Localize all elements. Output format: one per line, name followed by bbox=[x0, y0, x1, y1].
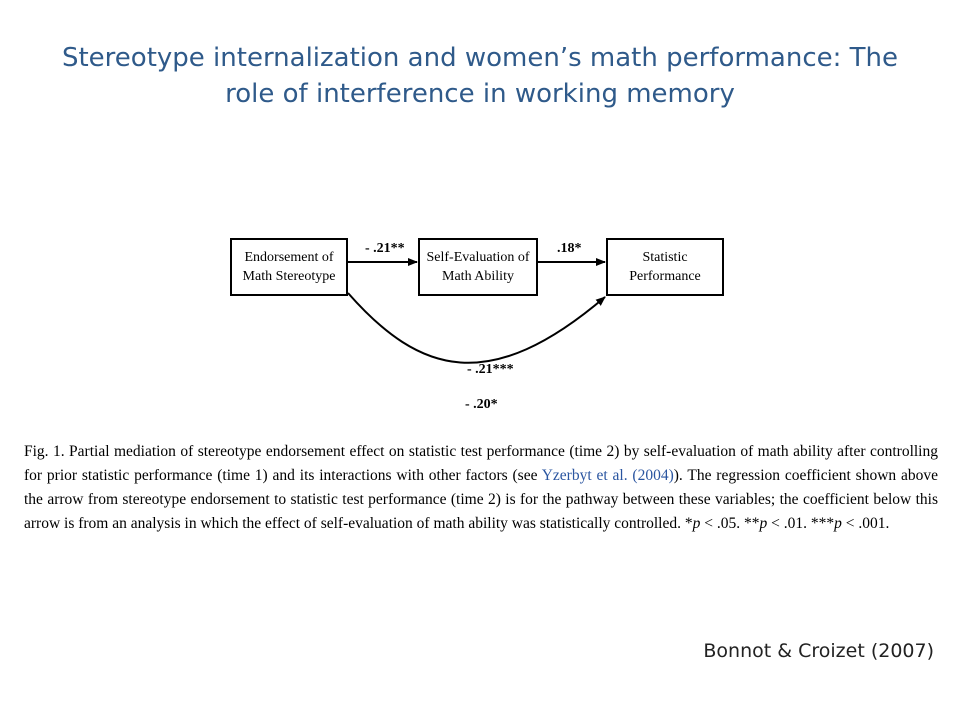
figure-caption bbox=[24, 440, 938, 536]
node-endorsement bbox=[230, 238, 348, 296]
node-self-evaluation bbox=[418, 238, 538, 296]
node-endorsement-line-1: Endorsement of bbox=[244, 250, 334, 265]
node-performance-line-2: Performance bbox=[629, 269, 701, 284]
caption-p-3: p bbox=[834, 515, 842, 532]
mediation-diagram bbox=[220, 225, 740, 425]
caption-sig-2: < .01. *** bbox=[767, 515, 835, 532]
caption-p-2: p bbox=[759, 515, 768, 532]
slide-title bbox=[40, 40, 920, 112]
node-self-evaluation-line-1: Self-Evaluation of bbox=[426, 250, 530, 265]
coef-path-a: - .21** bbox=[365, 241, 405, 256]
caption-text-1: Fig. 1. Partial mediation of stereotype endorsement effect on statistic test performance (time 2) by self-evaluation of math ability after controlling for prior statistic performance (time 1) and its interactions with other factors (see bbox=[24, 443, 938, 484]
slide-title-line-1: Stereotype internalization and women’s math performance: The bbox=[61, 43, 898, 73]
node-performance-line-1: Statistic bbox=[642, 250, 688, 265]
coef-path-c-direct: - .20* bbox=[465, 397, 498, 412]
node-self-evaluation-line-2: Math Ability bbox=[442, 269, 514, 284]
caption-text-2: ). The regression coefficient shown above the arrow from stereotype endorsement to statistic test performance (time 2) is for the pathway between these variables; the coefficient below this arrow is from an analysis in which the effect of self-evaluation of math ability was statistically controlled. * bbox=[24, 467, 938, 532]
caption-p-1: p bbox=[692, 515, 701, 532]
node-endorsement-line-2: Math Stereotype bbox=[242, 269, 336, 284]
coef-path-b: .18* bbox=[557, 241, 582, 256]
coef-path-c-total: - .21*** bbox=[467, 362, 514, 377]
node-performance bbox=[606, 238, 724, 296]
slide-title-line-2: role of interference in working memory bbox=[225, 79, 735, 109]
caption-sig-1: < .05. ** bbox=[700, 515, 760, 532]
arrow-endorsement-to-performance bbox=[348, 293, 605, 363]
caption-citation-link[interactable]: Yzerbyt et al. (2004) bbox=[541, 467, 674, 484]
caption-sig-3: < .001. bbox=[841, 515, 890, 532]
slide-citation: Bonnot & Croizet (2007) bbox=[703, 640, 934, 662]
